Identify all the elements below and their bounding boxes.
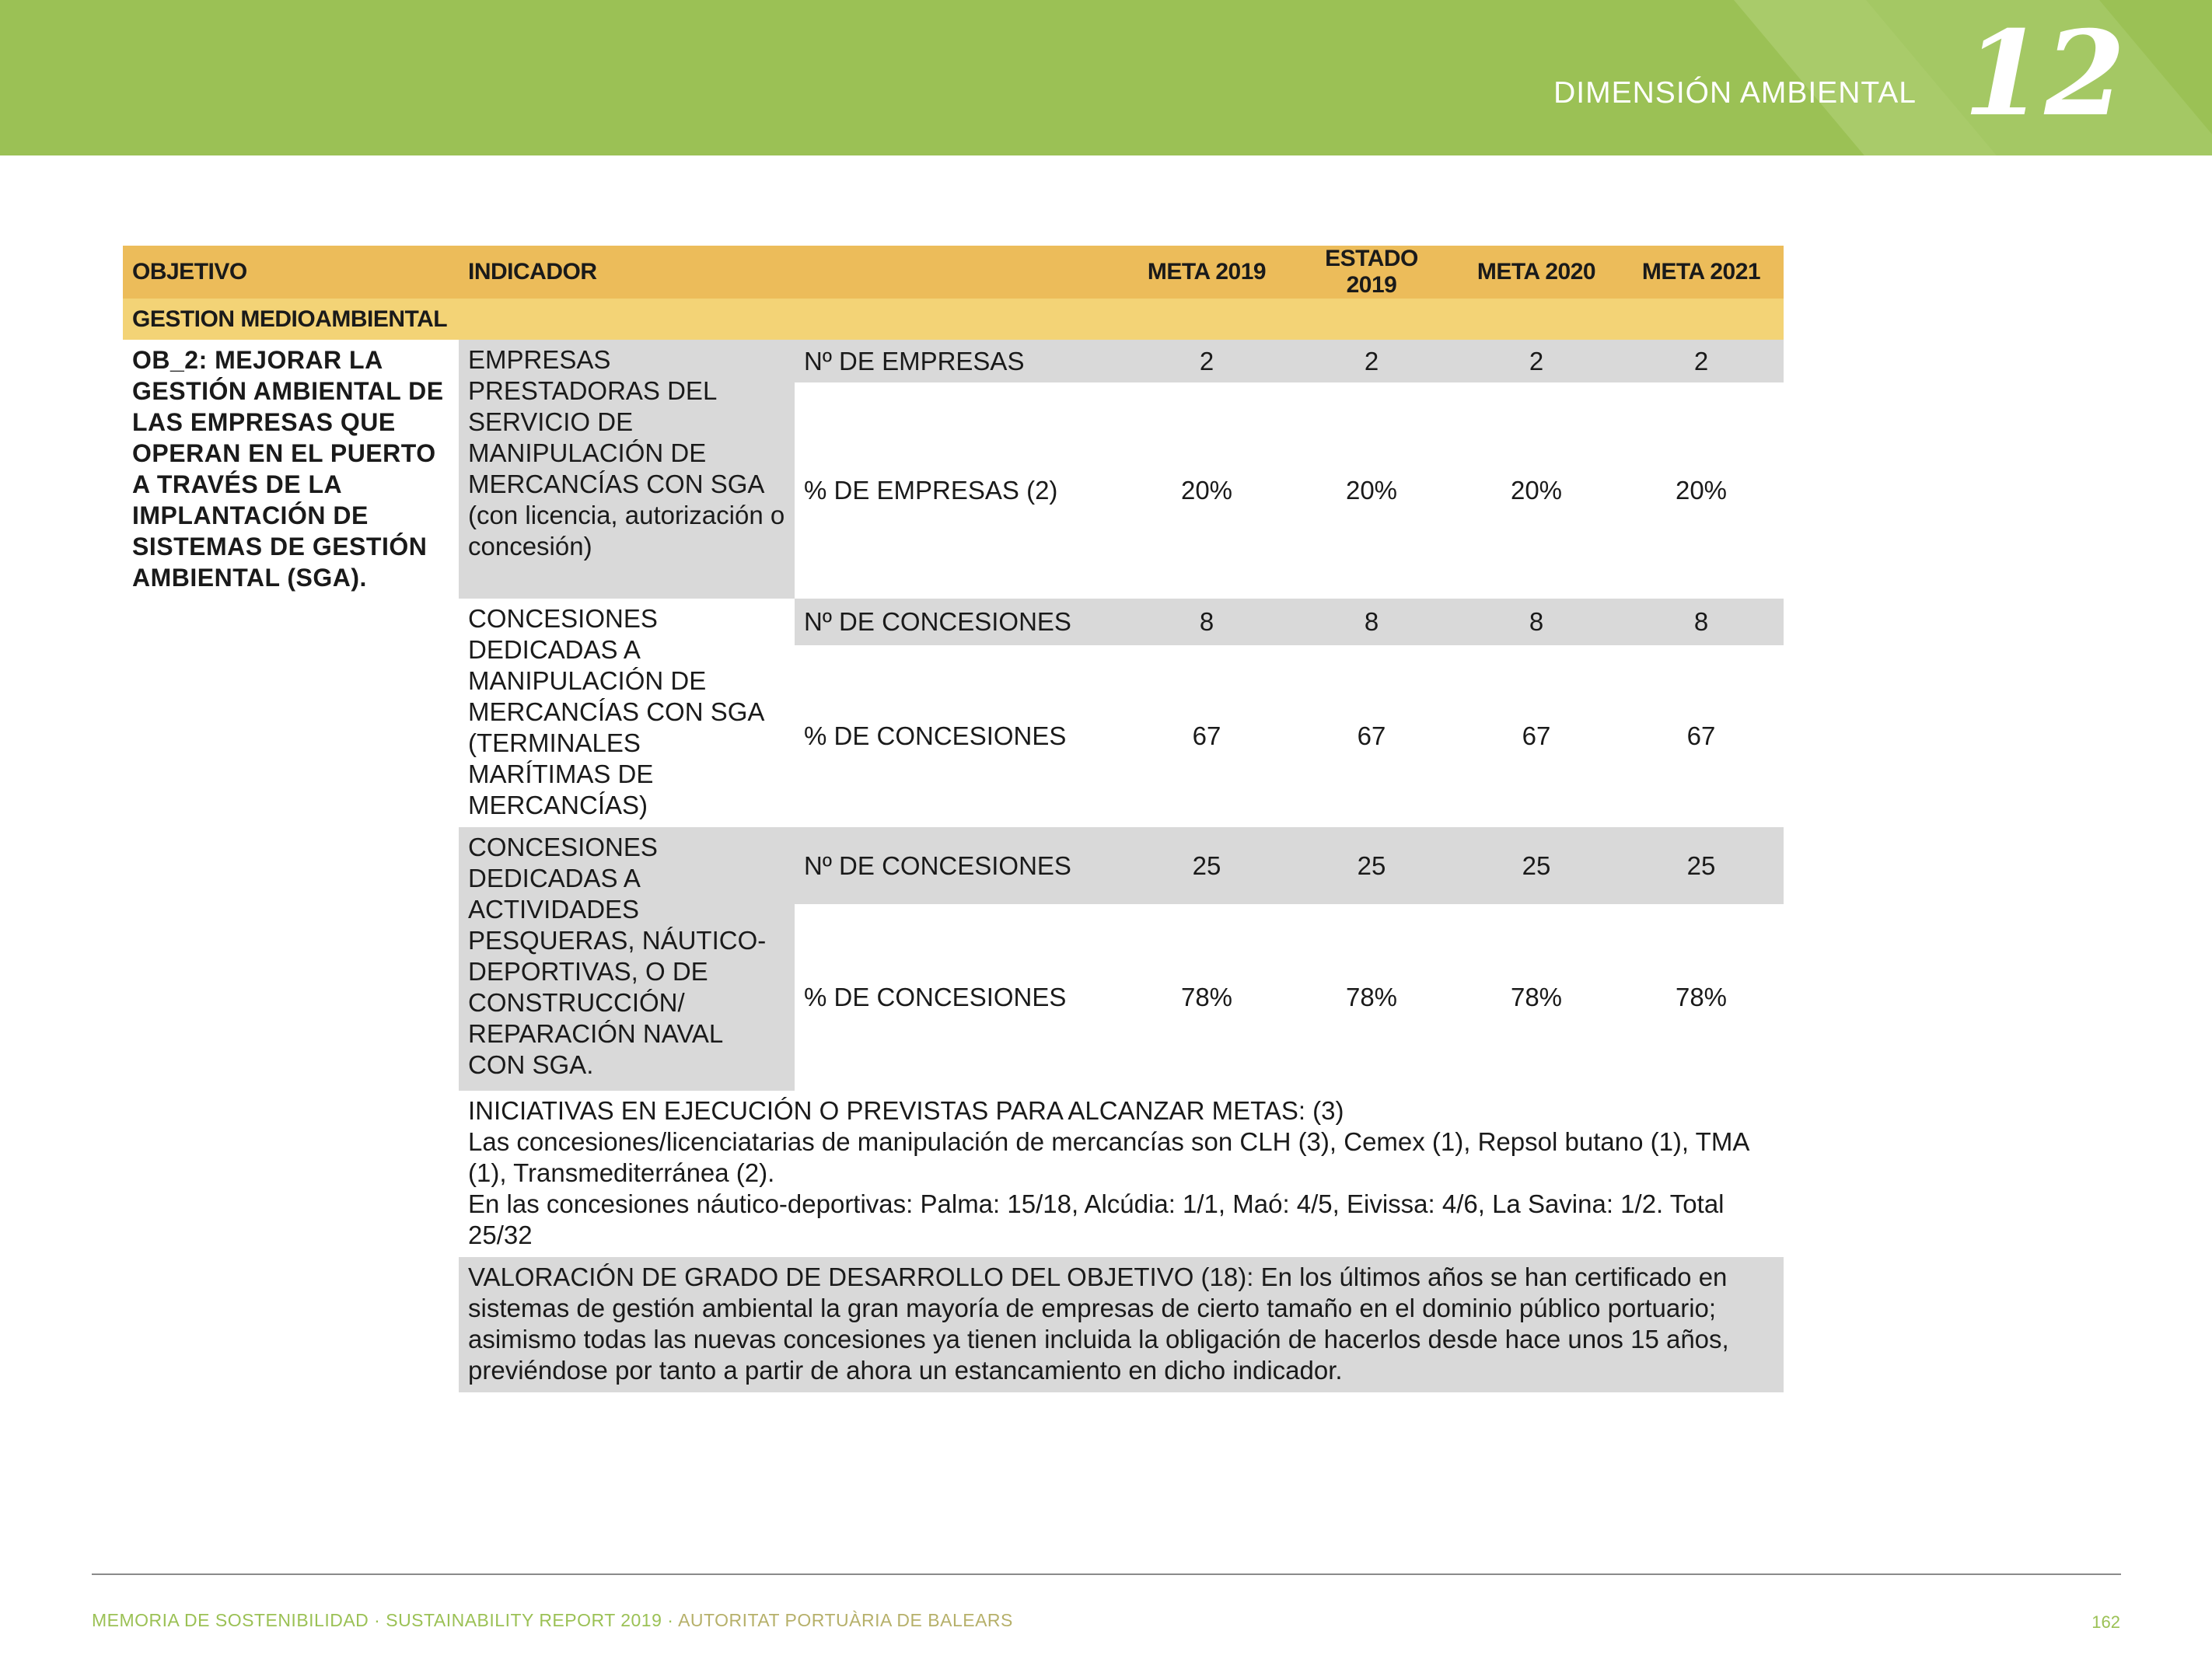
value-cell: 20% [1619,382,1784,599]
value-cell: 78% [1454,904,1619,1091]
section-title: DIMENSIÓN AMBIENTAL [1553,76,1917,110]
section-row [123,299,1784,340]
page-header [0,0,2212,155]
value-cell: 20% [1454,382,1619,599]
initiatives-line: Las concesiones/licenciatarias de manipulación de mercancías son CLH (3), Cemex (1), Repsol butano (1), TMA (1), Transmediterránea (2). [468,1127,1749,1187]
column-header: INDICADOR [459,246,1124,299]
value-cell: 20% [1124,382,1289,599]
footer-report-title: MEMORIA DE SOSTENIBILIDAD · SUSTAINABILITY REPORT 2019 · [92,1610,679,1630]
indicator-cell: CONCESIONES DEDICADAS A MANIPULACIÓN DE MERCANCÍAS CON SGA (TERMINALES MARÍTIMAS DE MERCANCÍAS) [459,599,795,827]
value-cell: 67 [1619,645,1784,827]
initiatives-line: En las concesiones náutico-deportivas: Palma: 15/18, Alcúdia: 1/1, Maó: 4/5, Eivissa: 4/6, La Savina: 1/2. Total 25/32 [468,1189,1725,1249]
value-cell: 78% [1124,904,1289,1091]
subindicator-cell: % DE CONCESIONES [795,645,1124,827]
value-cell: 8 [1124,599,1289,645]
footer-organization: AUTORITAT PORTUÀRIA DE BALEARS [678,1610,1013,1630]
value-cell: 8 [1454,599,1619,645]
assessment-cell: VALORACIÓN DE GRADO DE DESARROLLO DEL OBJETIVO (18): En los últimos años se han certificado en sistemas de gestión ambiental la gran mayoría de empresas de cierto tamaño en el dominio público portuario; asimismo todas las nuevas concesiones ya tienen incluida la obligación de hacerlos desde hace unos 15 años, previéndose por tanto a partir de ahora un estancamiento en dicho indicador. [459,1257,1784,1392]
initiatives-heading: INICIATIVAS EN EJECUCIÓN O PREVISTAS PARA ALCANZAR METAS: (3) [468,1096,1344,1125]
value-cell: 25 [1454,827,1619,904]
value-cell: 2 [1454,340,1619,382]
page-number: 162 [2091,1612,2120,1632]
value-cell: 67 [1289,645,1454,827]
subindicator-cell: Nº DE EMPRESAS [795,340,1124,382]
empty-cell [123,1257,459,1392]
value-cell: 25 [1619,827,1784,904]
subindicator-cell: % DE EMPRESAS (2) [795,382,1124,599]
initiatives-cell [459,1091,1784,1257]
column-header: META 2020 [1454,246,1619,299]
value-cell: 2 [1289,340,1454,382]
table-header-row [123,246,1784,299]
subindicator-cell: % DE CONCESIONES [795,904,1124,1091]
chapter-number: 12 [1963,5,2126,142]
value-cell: 78% [1289,904,1454,1091]
value-cell: 25 [1289,827,1454,904]
column-header: ESTADO 2019 [1289,246,1454,299]
value-cell: 8 [1289,599,1454,645]
value-cell: 67 [1454,645,1619,827]
footer-divider [92,1573,2121,1575]
value-cell: 25 [1124,827,1289,904]
table-row [123,340,1784,382]
value-cell: 20% [1289,382,1454,599]
column-header: OBJETIVO [123,246,459,299]
footer-text [92,1610,1013,1631]
value-cell: 78% [1619,904,1784,1091]
value-cell: 67 [1124,645,1289,827]
column-header: META 2021 [1619,246,1784,299]
value-cell: 2 [1124,340,1289,382]
objective-cell: OB_2: MEJORAR LA GESTIÓN AMBIENTAL DE LAS EMPRESAS QUE OPERAN EN EL PUERTO A TRAVÉS DE LA IMPLANTACIÓN DE SISTEMAS DE GESTIÓN AMBIENTAL (SGA). [123,340,459,1257]
objectives-table [123,246,1784,1392]
indicator-cell: CONCESIONES DEDICADAS A ACTIVIDADES PESQUERAS, NÁUTICO-DEPORTIVAS, O DE CONSTRUCCIÓN/ REPARACIÓN NAVAL CON SGA. [459,827,795,1091]
section-title-cell: GESTION MEDIOAMBIENTAL [123,299,1784,340]
table-row [123,1257,1784,1392]
column-header: META 2019 [1124,246,1289,299]
subindicator-cell: Nº DE CONCESIONES [795,827,1124,904]
subindicator-cell: Nº DE CONCESIONES [795,599,1124,645]
value-cell: 8 [1619,599,1784,645]
indicator-cell: EMPRESAS PRESTADORAS DEL SERVICIO DE MANIPULACIÓN DE MERCANCÍAS CON SGA (con licencia, autorización o concesión) [459,340,795,599]
value-cell: 2 [1619,340,1784,382]
